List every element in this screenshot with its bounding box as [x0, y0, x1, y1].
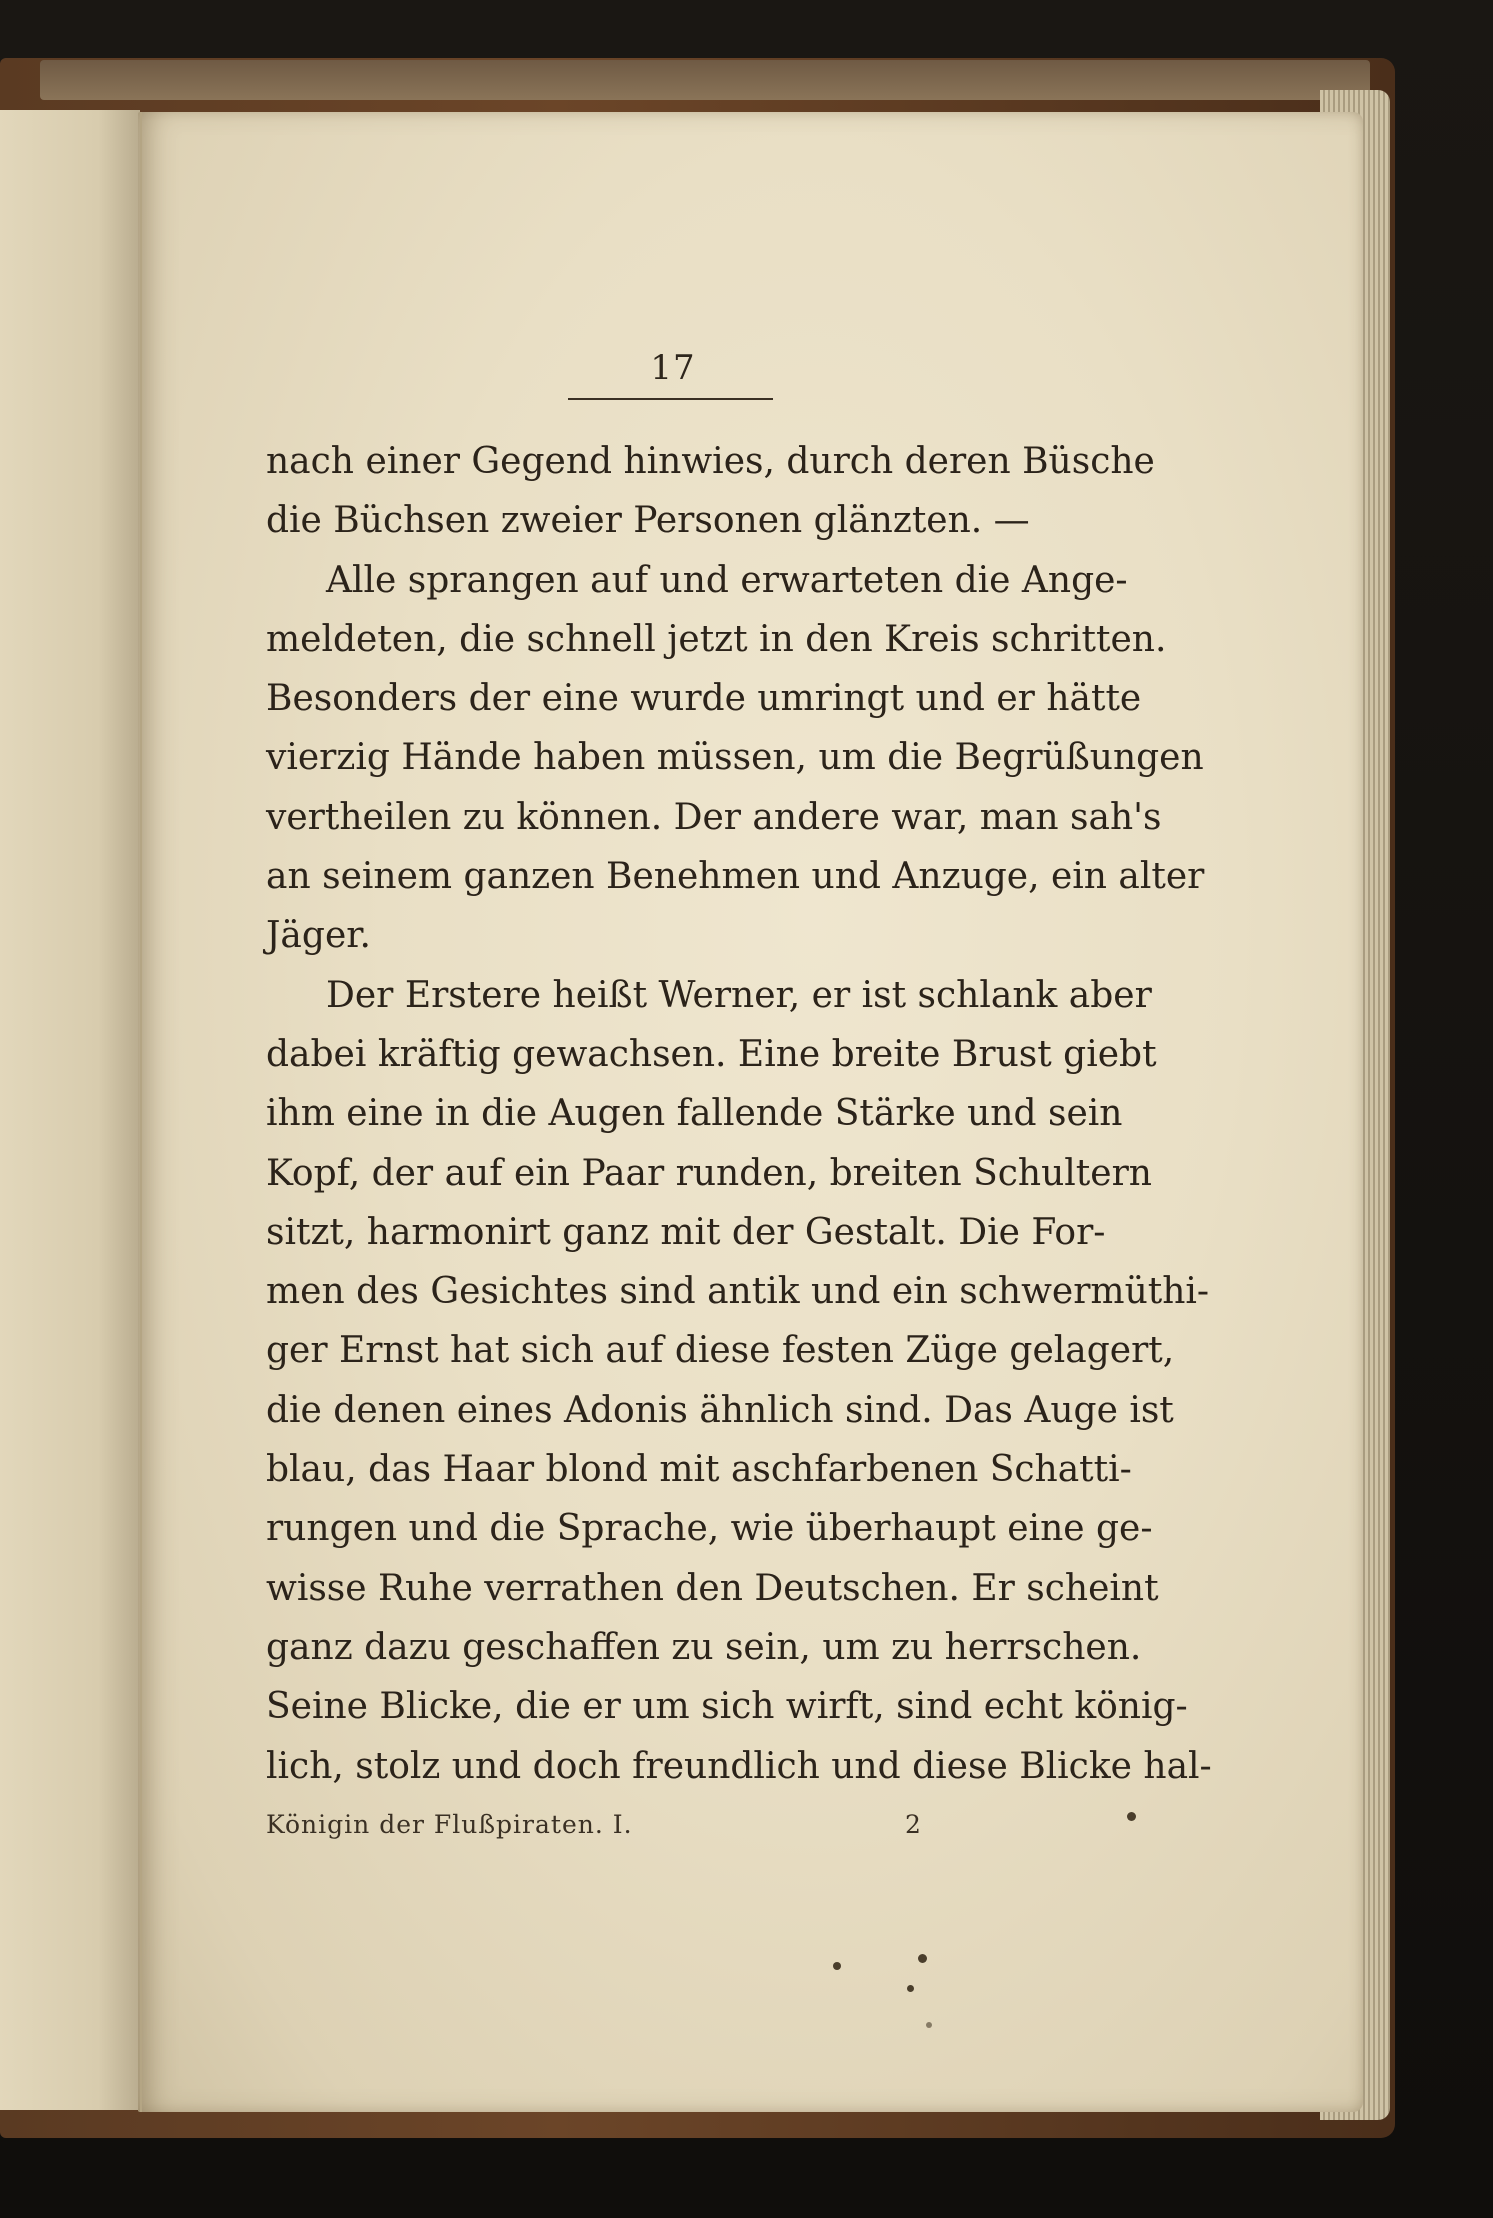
text-line: Kopf, der auf ein Paar runden, breiten Schultern [266, 1152, 1152, 1194]
text-line: die Büchsen zweier Personen glänzten. — [266, 500, 1030, 542]
text-line: nach einer Gegend hinwies, durch deren Büsche [266, 441, 1155, 482]
text-line: Jäger. [266, 915, 371, 957]
sheet-number: 2 [905, 1810, 921, 1839]
text-line: lich, stolz und doch freundlich und diese Blicke hal- [266, 1745, 1212, 1787]
page-number: 17 [650, 348, 696, 388]
ink-spot [907, 1985, 914, 1992]
text-line: Der Erstere heißt Werner, er ist schlank aber [326, 974, 1152, 1016]
text-line: ganz dazu geschaffen zu sein, um zu herrschen. [266, 1626, 1142, 1668]
ink-spot [833, 1962, 841, 1970]
book-top-edge [40, 60, 1370, 100]
text-line: Seine Blicke, die er um sich wirft, sind echt könig- [266, 1686, 1188, 1728]
text-line: meldeten, die schnell jetzt in den Kreis schritten. [266, 618, 1167, 660]
page-gutter [140, 112, 142, 2112]
text-line: ger Ernst hat sich auf diese festen Züge gelagert, [266, 1330, 1175, 1372]
left-page-strip [0, 110, 140, 2110]
text-line: blau, das Haar blond mit aschfarbenen Schatti- [266, 1449, 1132, 1491]
text-line: Alle sprangen auf und erwarteten die Ange- [326, 559, 1128, 601]
text-line: ihm eine in die Augen fallende Stärke und sein [266, 1093, 1123, 1135]
text-line: Besonders der eine wurde umringt und er hätte [266, 678, 1142, 720]
text-line: wisse Ruhe verrathen den Deutschen. Er scheint [266, 1567, 1159, 1609]
text-line: vertheilen zu können. Der andere war, man sah's [266, 796, 1162, 838]
text-line: an seinem ganzen Benehmen und Anzuge, ein alter [266, 856, 1205, 898]
text-line: sitzt, harmonirt ganz mit der Gestalt. Die For- [266, 1211, 1106, 1253]
text-line: vierzig Hände haben müssen, um die Begrüßungen [266, 737, 1204, 779]
text-line: dabei kräftig gewachsen. Eine breite Brust giebt [266, 1033, 1157, 1075]
header-rule [568, 398, 773, 400]
signature-mark: Königin der Flußpiraten. I. [266, 1810, 633, 1839]
text-line: men des Gesichtes sind antik und ein schwermüthi- [266, 1271, 1210, 1313]
body-text [266, 432, 1212, 1796]
text-line: rungen und die Sprache, wie überhaupt eine ge- [266, 1508, 1153, 1550]
ink-spot [1127, 1812, 1136, 1821]
ink-spot [926, 2022, 932, 2028]
ink-spot [918, 1954, 927, 1963]
text-line: die denen eines Adonis ähnlich sind. Das Auge ist [266, 1389, 1174, 1431]
